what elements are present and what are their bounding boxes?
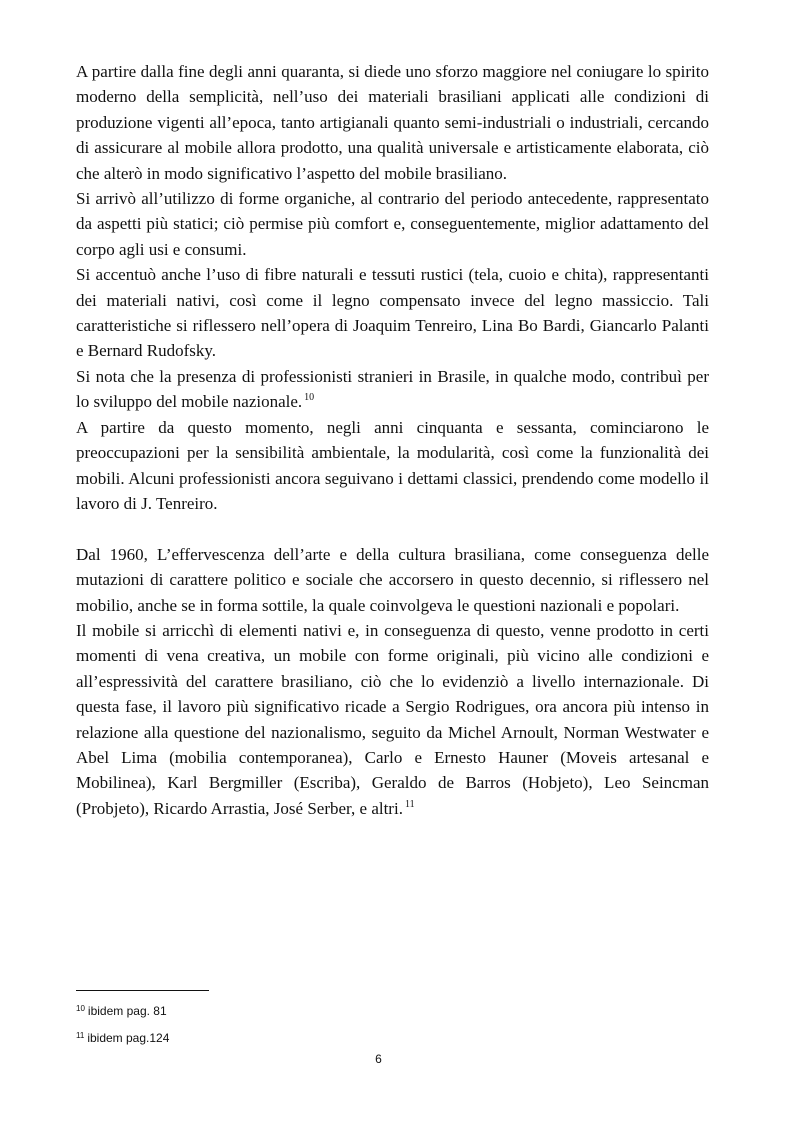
footnote-10 <box>76 1004 167 1018</box>
footnote-separator <box>76 990 209 991</box>
footnote-11-text: ibidem pag.124 <box>87 1031 170 1045</box>
paragraph-4 <box>76 364 709 415</box>
paragraph-5: A partire da questo momento, negli anni cinquanta e sessanta, cominciarono le preoccupazioni per la sensibilità ambientale, la modularità, così come la funzionalità dei mobili. Alcuni professionisti ancora seguivano i dettami classici, prendendo come modello il lavoro di J. Tenreiro. <box>76 417 709 513</box>
page-number: 6 <box>375 1052 382 1066</box>
paragraph-7 <box>76 618 709 821</box>
paragraph-3: Si accentuò anche l’uso di fibre naturali e tessuti rustici (tela, cuoio e chita), rappresentanti dei materiali nativi, così come il legno compensato invece del legno massiccio. Tali caratteristiche si riflessero nell’opera di Joaquim Tenreiro, Lina Bo Bardi, Giancarlo Palanti e Bernard Rudofsky. <box>76 265 709 361</box>
footnote-ref-10[interactable]: 10 <box>304 392 315 404</box>
footnote-11-number: 11 <box>76 1031 85 1040</box>
footnote-11 <box>76 1031 169 1045</box>
footnote-ref-11[interactable]: 11 <box>404 798 415 810</box>
footnote-10-text: ibidem pag. 81 <box>87 1004 167 1018</box>
paragraph-6: Dal 1960, L’effervescenza dell’arte e della cultura brasiliana, come conseguenza delle mutazioni di carattere politico e sociale che accorsero in questo decennio, si riflessero nel mobilio, anche se in forma sottile, la quale coinvolgeva le questioni nazionali e popolari. <box>76 544 709 615</box>
paragraph-7-text: Il mobile si arricchì di elementi nativi e, in conseguenza di questo, venne prodotto in certi momenti di vena creativa, un mobile con forme originali, più vicino alle condizioni e all’espressività del carattere brasiliano, ciò che lo evidenziò a livello internazionale. Di questa fase, il lavoro più significativo ricade a Sergio Rodrigues, ora ancora più intenso in relazione alla questione del nazionalismo, seguito da Michel Arnoult, Norman Westwater e Abel Lima (mobilia contemporanea), Carlo e Ernesto Hauner (Moveis artesanal e Mobilinea), Karl Bergmiller (Escriba), Geraldo de Barros (Hobjeto), Leo Seincman (Probjeto), Ricardo Arrastia, José Serber, e altri. <box>76 620 709 818</box>
paragraph-2: Si arrivò all’utilizzo di forme organiche, al contrario del periodo antecedente, rappresentato da aspetti più statici; ciò permise più comfort e, conseguentemente, miglior adattamento del corpo agli usi e consumi. <box>76 189 709 259</box>
body-text <box>76 59 709 821</box>
footnote-10-number: 10 <box>76 1004 85 1013</box>
paragraph-4-text: Si nota che la presenza di professionisti stranieri in Brasile, in qualche modo, contribuì per lo sviluppo del mobile nazionale. <box>76 366 709 412</box>
paragraph-1: A partire dalla fine degli anni quaranta, si diede uno sforzo maggiore nel coniugare lo spirito moderno della semplicità, nell’uso dei materiali brasiliani applicati alle condizioni di produzione vigenti all’epoca, tanto artigianali quanto semi-industriali o industriali, cercando di assicurare al mobile allora prodotto, una qualità universale e artisticamente elaborata, ciò che alterò in modo significativo l’aspetto del mobile brasiliano. <box>76 62 709 183</box>
